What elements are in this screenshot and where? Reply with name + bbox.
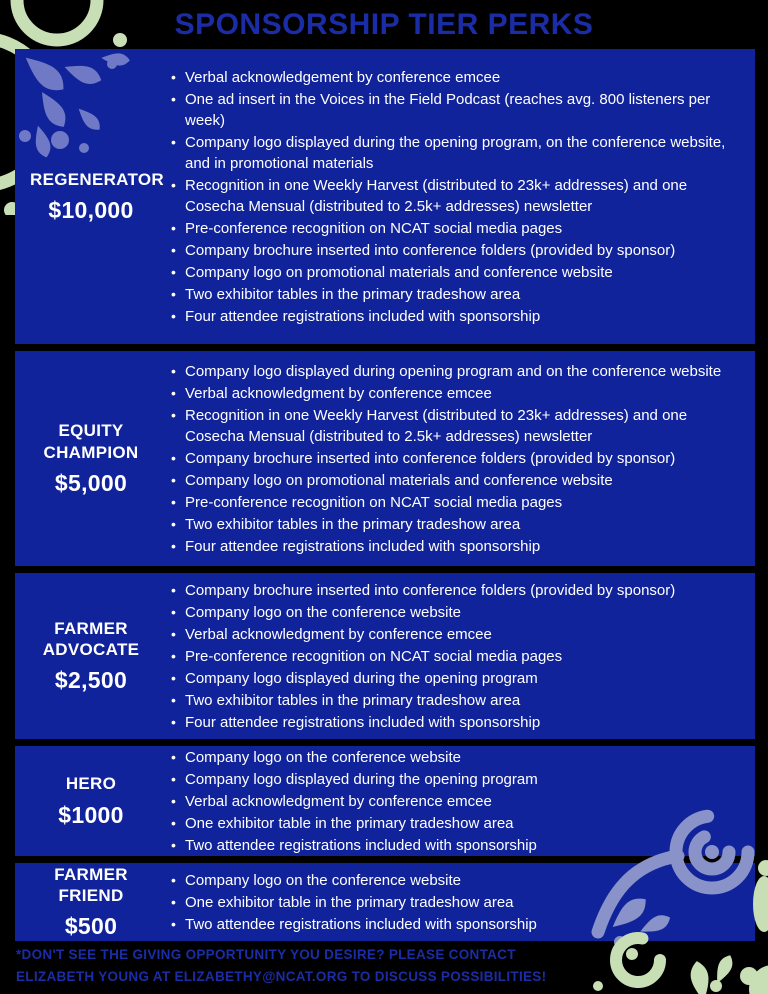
tier-price: $500 — [64, 913, 118, 940]
perk-item: • Two attendee registrations included with sponsorship — [167, 914, 737, 935]
perk-item: • Company logo on promotional materials and conference website — [167, 470, 737, 491]
perk-item: • Two exhibitor tables in the primary tradeshow area — [167, 514, 737, 535]
perk-list — [167, 360, 755, 558]
tier-name: HERO — [65, 774, 117, 794]
tier-name: FARMER FRIEND — [54, 864, 128, 905]
perk-item: • Verbal acknowledgement by conference emcee — [167, 67, 737, 88]
tier-label — [15, 773, 167, 828]
footer-line-2: ELIZABETH YOUNG AT ELIZABETHY@NCAT.ORG TO DISCUSS POSSIBILITIES! — [16, 969, 547, 984]
perk-item: • Verbal acknowledgment by conference emcee — [167, 791, 737, 812]
perk-item: • Company logo on promotional materials and conference website — [167, 262, 737, 283]
perk-item: • Pre-conference recognition on NCAT social media pages — [167, 646, 737, 667]
perk-item: • Company logo on the conference website — [167, 602, 737, 623]
perk-item: • Recognition in one Weekly Harvest (distributed to 23k+ addresses) and one Cosecha Mensual (distributed to 2.5k+ addresses) newsletter — [167, 175, 737, 217]
tier-section-equity-champion — [15, 351, 755, 566]
perk-item: • Verbal acknowledgment by conference emcee — [167, 624, 737, 645]
perk-item: • Company brochure inserted into conference folders (provided by sponsor) — [167, 448, 737, 469]
perk-list — [167, 66, 755, 328]
perk-item: • Company logo displayed during the opening program — [167, 769, 737, 790]
perk-item: • Four attendee registrations included with sponsorship — [167, 306, 737, 327]
perk-list — [167, 579, 755, 734]
perk-item: • Two exhibitor tables in the primary tradeshow area — [167, 690, 737, 711]
page-title: SPONSORSHIP TIER PERKS — [174, 8, 594, 41]
perk-item: • Company brochure inserted into conference folders (provided by sponsor) — [167, 580, 737, 601]
tier-price: $5,000 — [54, 469, 128, 496]
tier-price: $1000 — [58, 801, 124, 828]
tier-label — [15, 864, 167, 941]
tier-price: $2,500 — [54, 667, 128, 694]
perk-item: • Recognition in one Weekly Harvest (distributed to 23k+ addresses) and one Cosecha Mensual (distributed to 2.5k+ addresses) newsletter — [167, 405, 737, 447]
tier-label — [15, 420, 167, 497]
tier-name: REGENERATOR — [30, 169, 164, 189]
tier-label — [15, 618, 167, 695]
perk-item: • Two exhibitor tables in the primary tradeshow area — [167, 284, 737, 305]
perk-item: • Four attendee registrations included with sponsorship — [167, 536, 737, 557]
tier-price: $10,000 — [48, 197, 134, 224]
perk-item: • Four attendee registrations included with sponsorship — [167, 712, 737, 733]
perk-item: • Pre-conference recognition on NCAT social media pages — [167, 218, 737, 239]
swirl-ornament-icon — [568, 784, 768, 994]
tier-name: FARMER ADVOCATE — [42, 618, 140, 659]
perk-item: • Company logo displayed during the opening program — [167, 668, 737, 689]
perk-item: • Company brochure inserted into conference folders (provided by sponsor) — [167, 240, 737, 261]
perk-item: • One exhibitor table in the primary tradeshow area — [167, 892, 737, 913]
perk-item: • Verbal acknowledgment by conference emcee — [167, 383, 737, 404]
footer-contact-note — [16, 944, 546, 988]
perk-item: • Two attendee registrations included with sponsorship — [167, 835, 737, 856]
perk-item: • Pre-conference recognition on NCAT social media pages — [167, 492, 737, 513]
perk-item: • One ad insert in the Voices in the Field Podcast (reaches avg. 800 listeners per week) — [167, 89, 737, 131]
tier-name: EQUITY CHAMPION — [43, 421, 139, 462]
footer-line-1: *DON'T SEE THE GIVING OPPORTUNITY YOU DESIRE? PLEASE CONTACT — [16, 947, 516, 962]
tier-section-farmer-advocate — [15, 573, 755, 739]
perk-item: • Company logo displayed during the opening program, on the conference website, and in promotional materials — [167, 132, 737, 174]
perk-item: • One exhibitor table in the primary tradeshow area — [167, 813, 737, 834]
perk-item: • Company logo on the conference website — [167, 747, 737, 768]
perk-item: • Company logo displayed during opening program and on the conference website — [167, 361, 737, 382]
perk-item: • Company logo on the conference website — [167, 870, 737, 891]
